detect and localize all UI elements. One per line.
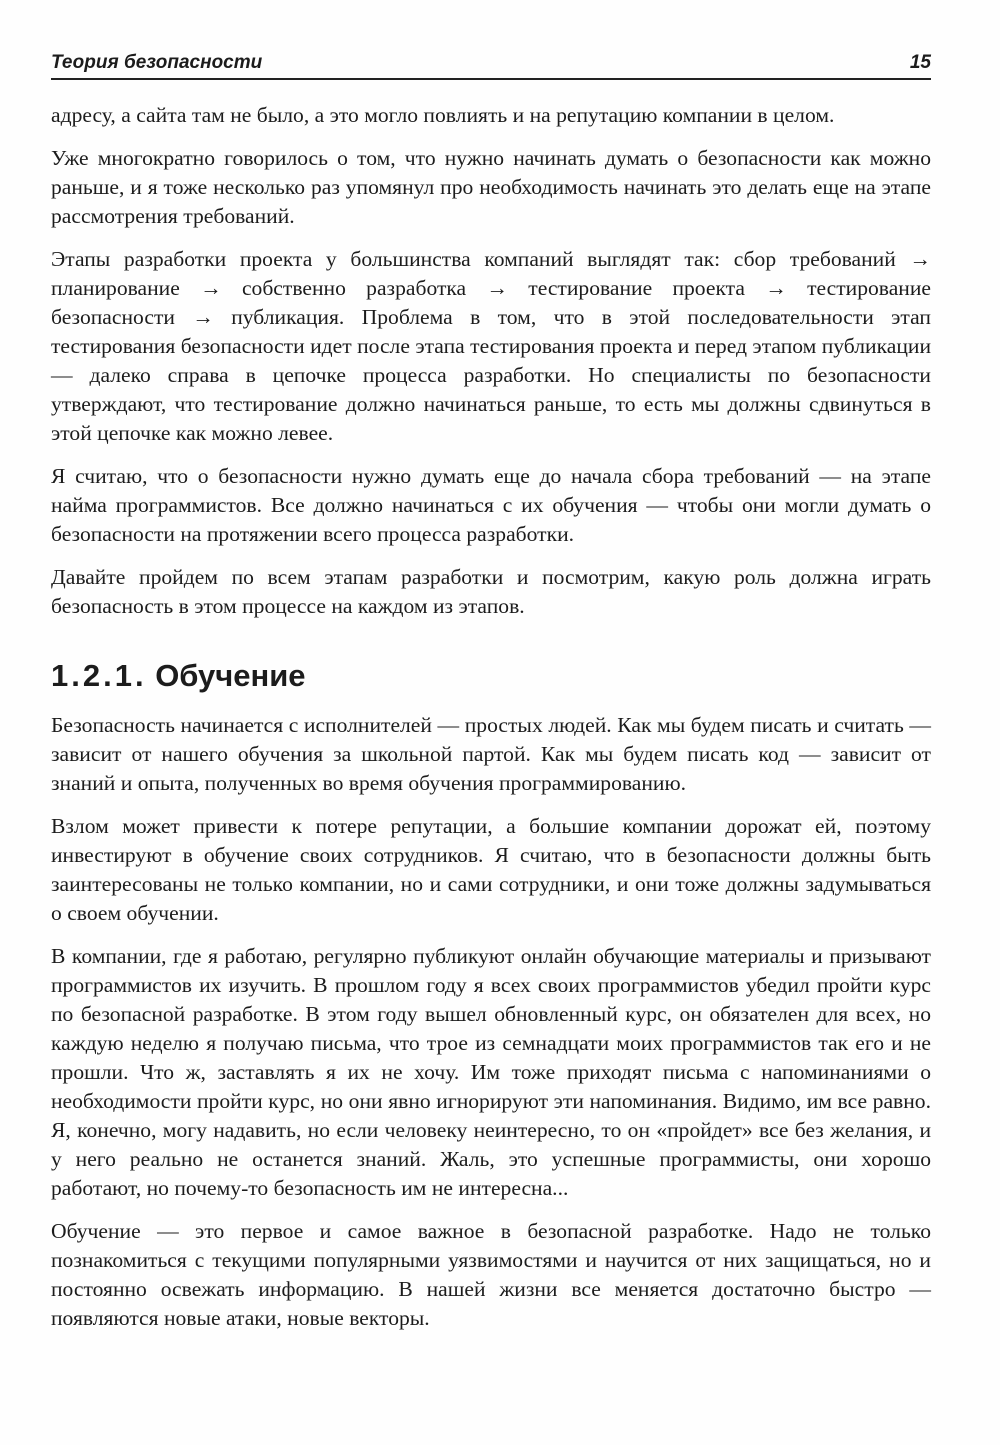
paragraph: Взлом может привести к потере репутации, а большие компании дорожат ей, поэтому инвестируют в обучение своих сотрудников. Я считаю, что в безопасности должны быть заинтересованы не только компании, но и сами сотрудники, и они тоже должны задумываться о своем обучении. [51, 814, 931, 925]
paragraph: Этапы разработки проекта у большинства компаний выглядят так: сбор требований → планирование → собственно разработка → тестирование проекта → тестирование безопасности → публикация. Проблема в том, что в этой последовательности этап тестирования безопасности идет после этапа тестирования проекта и перед этапом публикации — далеко справа в цепочке процесса разработки. Но специалисты по безопасности утверждают, что тестирование должно начинаться раньше, то есть мы должны сдвинуться в этой цепочке как можно левее. [51, 247, 931, 445]
body-text [51, 101, 931, 1347]
paragraph: Я считаю, что о безопасности нужно думать еще до начала сбора требований — на этапе найма программистов. Все должно начинаться с их обучения — чтобы они могли думать о безопасности на протяжении всего процесса разработки. [51, 464, 931, 546]
paragraph: Безопасность начинается с исполнителей — простых людей. Как мы будем писать и считать — зависит от нашего обучения за школьной партой. Как мы будем писать код — зависит от знаний и опыта, полученных во время обучения программированию. [51, 713, 931, 795]
paragraph: адресу, а сайта там не было, а это могло повлиять и на репутацию компании в целом. [51, 103, 835, 127]
paragraph: Обучение — это первое и самое важное в безопасной разработке. Надо не только познакомиться с текущими популярными уязвимостями и научится от них защищаться, но и постоянно освежать информацию. В нашей жизни все меняется достаточно быстро — появляются новые атаки, новые векторы. [51, 1219, 931, 1330]
page-number: 15 [909, 52, 931, 73]
section-title: Обучение [155, 658, 306, 693]
paragraph: В компании, где я работаю, регулярно публикуют онлайн обучающие материалы и призывают программистов их изучить. В прошлом году я всех своих программистов убедил пройти курс по безопасной разработке. В этом году вышел обновленный курс, он обязателен для всех, но каждую неделю я получаю письма, что трое из семнадцати моих программистов так его и не прошли. Что ж, заставлять я их не хочу. Им тоже приходят письма с напоминаниями о необходимости пройти курс, но они явно игнорируют эти напоминания. Видимо, им все равно. Я, конечно, могу надавить, но если человеку неинтересно, то он «пройдет» все без желания, и у него реально не останется знаний. Жаль, это успешные программисты, они хорошо работают, но почему-то безопасность им не интересна... [51, 944, 931, 1200]
running-head-title: Теория безопасности [51, 52, 263, 73]
section-heading [51, 658, 931, 694]
section-number: 1.2.1. [51, 658, 147, 693]
paragraph: Уже многократно говорилось о том, что нужно начинать думать о безопасности как можно раньше, и я тоже несколько раз упомянул про необходимость начинать это делать еще на этапе рассмотрения требований. [51, 146, 931, 228]
paragraph: Давайте пройдем по всем этапам разработки и посмотрим, какую роль должна играть безопасность в этом процессе на каждом из этапов. [51, 565, 931, 618]
running-head [51, 50, 931, 80]
